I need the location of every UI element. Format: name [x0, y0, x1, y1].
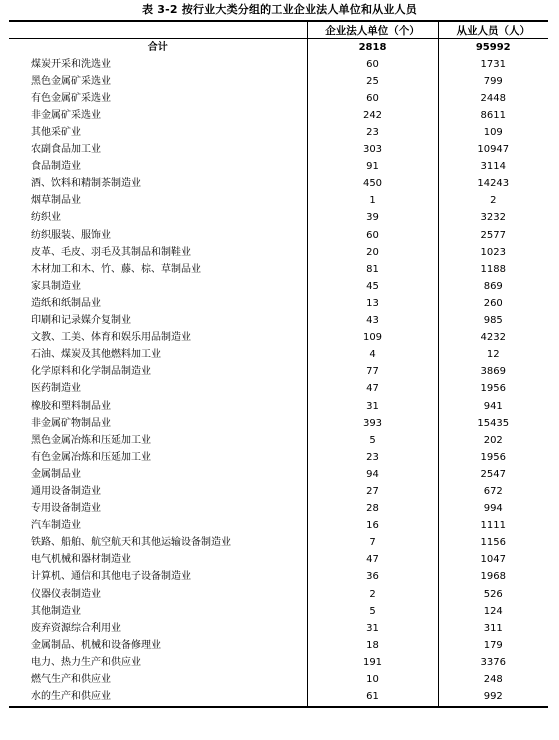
table-row: [9, 483, 548, 500]
header-employees: 从业人员（人）: [438, 21, 548, 39]
industry-name-cell: 仪器仪表制造业: [31, 588, 101, 600]
units-cell: 39: [307, 210, 438, 227]
units-cell: 18: [307, 637, 438, 654]
industry-name-cell: 电气机械和器材制造业: [31, 554, 131, 566]
table-title: 表 3-2 按行业大类分组的工业企业法人单位和从业人员: [142, 3, 417, 16]
table-row: [9, 295, 548, 312]
total-units: 2818: [307, 39, 438, 57]
table-row: [9, 637, 548, 654]
units-cell: 43: [307, 313, 438, 330]
units-cell: 4: [307, 347, 438, 364]
table-row: [9, 535, 548, 552]
units-cell: 91: [307, 159, 438, 176]
table-row: [9, 586, 548, 603]
employees-cell: 3114: [438, 159, 548, 176]
industry-name-cell: 燃气生产和供应业: [31, 674, 111, 686]
table-row: [9, 56, 548, 73]
table-row: [9, 176, 548, 193]
table-body: [9, 39, 548, 707]
employees-cell: 1047: [438, 552, 548, 569]
table-row: [9, 364, 548, 381]
units-cell: 27: [307, 483, 438, 500]
industry-name-cell: 非金属矿采选业: [31, 109, 101, 121]
employees-cell: 260: [438, 295, 548, 312]
industry-table: [9, 20, 548, 708]
industry-name-cell: 煤炭开采和洗选业: [31, 58, 111, 70]
industry-name-cell: 石油、煤炭及其他燃料加工业: [31, 349, 161, 361]
units-cell: 20: [307, 244, 438, 261]
employees-cell: 1731: [438, 56, 548, 73]
table-row: [9, 569, 548, 586]
industry-name-cell: 酒、饮料和精制茶制造业: [31, 178, 141, 190]
total-row: [9, 39, 548, 57]
employees-cell: 14243: [438, 176, 548, 193]
units-cell: 77: [307, 364, 438, 381]
employees-cell: 3376: [438, 654, 548, 671]
industry-name-cell: 电力、热力生产和供应业: [31, 656, 141, 668]
units-cell: 36: [307, 569, 438, 586]
header-units: 企业法人单位（个）: [307, 21, 438, 39]
employees-cell: 1956: [438, 381, 548, 398]
units-cell: 28: [307, 501, 438, 518]
units-cell: 7: [307, 535, 438, 552]
table-row: [9, 330, 548, 347]
industry-name-cell: 印刷和记录媒介复制业: [31, 315, 131, 327]
table-row: [9, 654, 548, 671]
employees-cell: 202: [438, 432, 548, 449]
industry-name-cell: 通用设备制造业: [31, 485, 101, 497]
employees-cell: 1023: [438, 244, 548, 261]
table-row: [9, 381, 548, 398]
units-cell: 450: [307, 176, 438, 193]
industry-name-cell: 木材加工和木、竹、藤、棕、草制品业: [31, 263, 201, 275]
table-row: [9, 278, 548, 295]
industry-name-cell: 医药制造业: [31, 383, 81, 395]
table-row: [9, 671, 548, 688]
units-cell: 10: [307, 671, 438, 688]
table-row: [9, 313, 548, 330]
industry-name-cell: 有色金属矿采选业: [31, 92, 111, 104]
industry-name-cell: 水的生产和供应业: [9, 689, 307, 707]
employees-cell: 994: [438, 501, 548, 518]
industry-name-cell: 烟草制品业: [31, 195, 81, 207]
units-cell: 303: [307, 142, 438, 159]
units-cell: 94: [307, 466, 438, 483]
employees-cell: 799: [438, 73, 548, 90]
employees-cell: 248: [438, 671, 548, 688]
employees-cell: 8611: [438, 107, 548, 124]
table-row: [9, 449, 548, 466]
industry-name-cell: 食品制造业: [31, 161, 81, 173]
industry-name-cell: 纺织业: [31, 212, 61, 224]
units-cell: 81: [307, 261, 438, 278]
employees-cell: 2448: [438, 90, 548, 107]
industry-name-cell: 专用设备制造业: [31, 503, 101, 515]
employees-cell: 15435: [438, 415, 548, 432]
employees-cell: 12: [438, 347, 548, 364]
employees-cell: 311: [438, 620, 548, 637]
industry-name-cell: 皮革、毛皮、羽毛及其制品和制鞋业: [31, 246, 191, 258]
industry-name-cell: 农副食品加工业: [31, 144, 101, 156]
industry-name-cell: 黑色金属矿采选业: [31, 75, 111, 87]
employees-cell: 2577: [438, 227, 548, 244]
units-cell: 2: [307, 586, 438, 603]
table-row: [9, 398, 548, 415]
employees-cell: 2: [438, 193, 548, 210]
table-row: [9, 107, 548, 124]
units-cell: 5: [307, 432, 438, 449]
table-row: [9, 347, 548, 364]
table-row: [9, 142, 548, 159]
industry-name-cell: 汽车制造业: [31, 520, 81, 532]
employees-cell: 672: [438, 483, 548, 500]
industry-name-cell: 金属制品、机械和设备修理业: [31, 639, 161, 651]
table-row: [9, 689, 548, 707]
table-row: [9, 552, 548, 569]
employees-cell: 179: [438, 637, 548, 654]
employees-cell: 985: [438, 313, 548, 330]
industry-name-cell: 废弃资源综合利用业: [31, 622, 121, 634]
employees-cell: 526: [438, 586, 548, 603]
industry-name-cell: 家具制造业: [31, 280, 81, 292]
employees-cell: 1188: [438, 261, 548, 278]
header-row: [9, 21, 548, 39]
units-cell: 23: [307, 449, 438, 466]
units-cell: 5: [307, 603, 438, 620]
units-cell: 25: [307, 73, 438, 90]
employees-cell: 941: [438, 398, 548, 415]
units-cell: 109: [307, 330, 438, 347]
employees-cell: 1968: [438, 569, 548, 586]
employees-cell: 992: [438, 689, 548, 707]
units-cell: 393: [307, 415, 438, 432]
industry-name-cell: 计算机、通信和其他电子设备制造业: [31, 571, 191, 583]
employees-cell: 1156: [438, 535, 548, 552]
table-row: [9, 620, 548, 637]
industry-name-cell: 文教、工美、体育和娱乐用品制造业: [31, 332, 191, 344]
units-cell: 23: [307, 124, 438, 141]
units-cell: 47: [307, 381, 438, 398]
employees-cell: 109: [438, 124, 548, 141]
units-cell: 31: [307, 620, 438, 637]
units-cell: 47: [307, 552, 438, 569]
units-cell: 242: [307, 107, 438, 124]
industry-name-cell: 纺织服装、服饰业: [31, 229, 111, 241]
industry-name-cell: 有色金属冶炼和压延加工业: [31, 451, 151, 463]
units-cell: 45: [307, 278, 438, 295]
units-cell: 1: [307, 193, 438, 210]
table-row: [9, 227, 548, 244]
table-row: [9, 124, 548, 141]
table-row: [9, 415, 548, 432]
employees-cell: 869: [438, 278, 548, 295]
employees-cell: 3232: [438, 210, 548, 227]
employees-cell: 1956: [438, 449, 548, 466]
table-row: [9, 244, 548, 261]
table-row: [9, 501, 548, 518]
table-row: [9, 518, 548, 535]
table-row: [9, 432, 548, 449]
header-industry: [9, 21, 307, 39]
table-row: [9, 603, 548, 620]
employees-cell: 4232: [438, 330, 548, 347]
employees-cell: 2547: [438, 466, 548, 483]
units-cell: 16: [307, 518, 438, 535]
table-row: [9, 466, 548, 483]
units-cell: 60: [307, 56, 438, 73]
total-employees: 95992: [438, 39, 548, 57]
industry-name-cell: 橡胶和塑料制品业: [31, 400, 111, 412]
table-row: [9, 261, 548, 278]
industry-name-cell: 铁路、船舶、航空航天和其他运输设备制造业: [31, 537, 231, 549]
industry-name-cell: 金属制品业: [31, 468, 81, 480]
units-cell: 60: [307, 227, 438, 244]
industry-name-cell: 黑色金属冶炼和压延加工业: [31, 434, 151, 446]
employees-cell: 1111: [438, 518, 548, 535]
table-row: [9, 193, 548, 210]
industry-name-cell: 非金属矿物制品业: [31, 417, 111, 429]
industry-name-cell: 其他制造业: [31, 605, 81, 617]
employees-cell: 3869: [438, 364, 548, 381]
units-cell: 61: [307, 689, 438, 707]
units-cell: 31: [307, 398, 438, 415]
table-row: [9, 210, 548, 227]
industry-name-cell: 造纸和纸制品业: [31, 297, 101, 309]
employees-cell: 10947: [438, 142, 548, 159]
table-row: [9, 90, 548, 107]
units-cell: 60: [307, 90, 438, 107]
table-row: [9, 159, 548, 176]
units-cell: 13: [307, 295, 438, 312]
total-label: 合计: [147, 41, 168, 53]
industry-name-cell: 化学原料和化学制品制造业: [31, 366, 151, 378]
employees-cell: 124: [438, 603, 548, 620]
units-cell: 191: [307, 654, 438, 671]
table-row: [9, 73, 548, 90]
industry-name-cell: 其他采矿业: [31, 127, 81, 139]
